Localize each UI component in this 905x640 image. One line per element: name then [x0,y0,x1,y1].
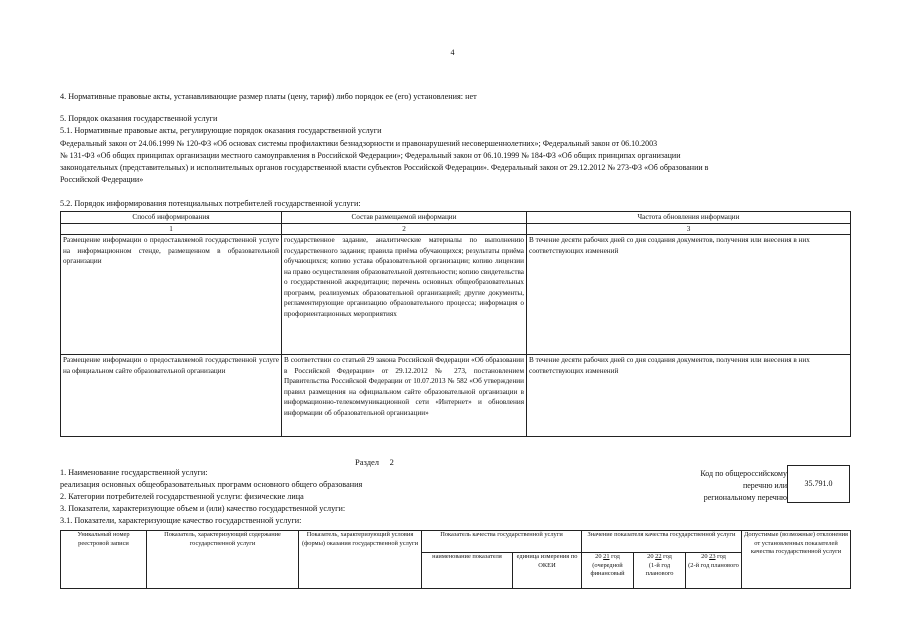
registry-code-value: 35.791.0 [804,479,833,488]
section-number: 2 [389,457,394,467]
col-index: 1 [61,223,282,235]
section-3-heading: 3. Показатели, характеризующие объем и (или) качество государственной услуги: [60,504,346,513]
header-conditions-indicator: Показатель, характеризующий условия (формы) оказания государственной услуги [299,531,422,589]
year-value: 21 [603,553,610,560]
col-header-method: Способ информирования [61,212,282,224]
col-header-content: Состав размещаемой информации [282,212,527,224]
registry-code-box [787,465,850,503]
col-index: 2 [282,223,527,235]
code-label-line: Код по общероссийскому [700,469,787,478]
cell-frequency: В течение десяти рабочих дней со дня создания документов, получения или внесения в них соответствующих изменений [527,355,851,437]
header-year-3: 20 23 год (2-й год планового [686,553,742,589]
cell-frequency: В течение десяти рабочих дней со дня создания документов, получения или внесения в них соответствующих изменений [527,235,851,355]
header-content-indicator: Показатель, характеризующий содержание государственной услуги [147,531,299,589]
section-5-2-heading: 5.2. Порядок информирования потенциальных потребителей государственной услуги: [60,199,361,208]
law-line: законодательных (представительных) и исполнительных органов государственной власти субъектов Российской Федерации». Федеральный закон от 29.12.2012 № 273-ФЗ «Об образовании в [60,163,709,172]
header-quality-indicator: Показатель качества государственной услуги [422,531,582,553]
header-year-1: 20 21 год (очередной финансовый [582,553,634,589]
cell-content: государственное задание, аналитические материалы по выполнению государственного задания; правила приёма обучающихся; результаты приёма обучающихся; копию устава образовательной организации; копию лицензии на право осуществления образовательной деятельности; копию свидетельства о государственной аккредитации; перечень основных общеобразовательных программ, реализуемых образовательной организацией; другие документы, регламентирующие организацию образовательного процесса; информация о профориентационных мероприятиях [282,235,527,355]
col-index: 3 [527,223,851,235]
law-line: № 131-ФЗ «Об общих принципах организации местного самоуправления в Российской Федерации»; Федеральный закон от 06.10.1999 № 184-ФЗ «Об общих принципах организации [60,151,681,160]
cell-content: В соответствии со статьей 29 закона Российской Федерации «Об образовании в Российской Федерации» от 29.12.2012 № 273, постановлением Правительства Российской Федерации от 10.07.2013 № 582 «Об утверждении правил размещения на официальном сайте образовательной организации в информационно-телекоммуникационной сети «Интернет» и обновления информации об образовательной организации» [282,355,527,437]
section-label: Раздел [355,457,380,467]
header-deviation: Допустимые (возможные) отклонения от установленных показателей качества государственной услуги [742,531,851,589]
header-year-2: 20 22 год (1-й год планового [634,553,686,589]
cell-method: Размещение информации о предоставляемой государственной услуге на официальном сайте образовательной организации [61,355,282,437]
service-name-label: 1. Наименование государственной услуги: [60,468,208,477]
law-line: Российской Федерации» [60,175,144,184]
section-5-1-heading: 5.1. Нормативные правовые акты, регулирующие порядок оказания государственной услуги [60,126,382,135]
year-value: 22 [655,553,662,560]
header-indicator-value: Значение показателя качества государственной услуги [582,531,742,553]
page-number: 4 [450,48,455,57]
header-quality-name: наименование показателя [422,553,513,589]
table-row [61,355,851,437]
table-row [61,235,851,355]
section-title [355,457,394,468]
informing-table [60,211,851,437]
code-label-line: региональному перечню [703,493,787,502]
consumer-category: 2. Категории потребителей государственной услуги: физические лица [60,492,304,501]
year-value: 23 [709,553,716,560]
col-header-frequency: Частота обновления информации [527,212,851,224]
code-label-line: перечню или [742,481,787,490]
header-unique-number: Уникальный номер реестровой записи [61,531,147,589]
service-name-value: реализация основных общеобразовательных программ основного общего образования [60,480,363,489]
section-4-fees: 4. Нормативные правовые акты, устанавливающие размер платы (цену, тариф) либо порядок ее (его) установления: нет [60,92,477,101]
section-3-1-heading: 3.1. Показатели, характеризующие качество государственной услуги: [60,516,302,525]
section-5-1-laws [60,138,850,186]
header-quality-unit: единица измерения по ОКЕИ [513,553,582,589]
section-5-heading: 5. Порядок оказания государственной услуги [60,114,218,123]
quality-indicators-table [60,530,851,589]
law-line: Федеральный закон от 24.06.1999 № 120-ФЗ «Об основах системы профилактики безнадзорности и правонарушений несовершеннолетних»; Федеральный закон от 06.10.2003 [60,139,658,148]
cell-method: Размещение информации о предоставляемой государственной услуге на информационном стенде, размещенном в образовательной организации [61,235,282,355]
